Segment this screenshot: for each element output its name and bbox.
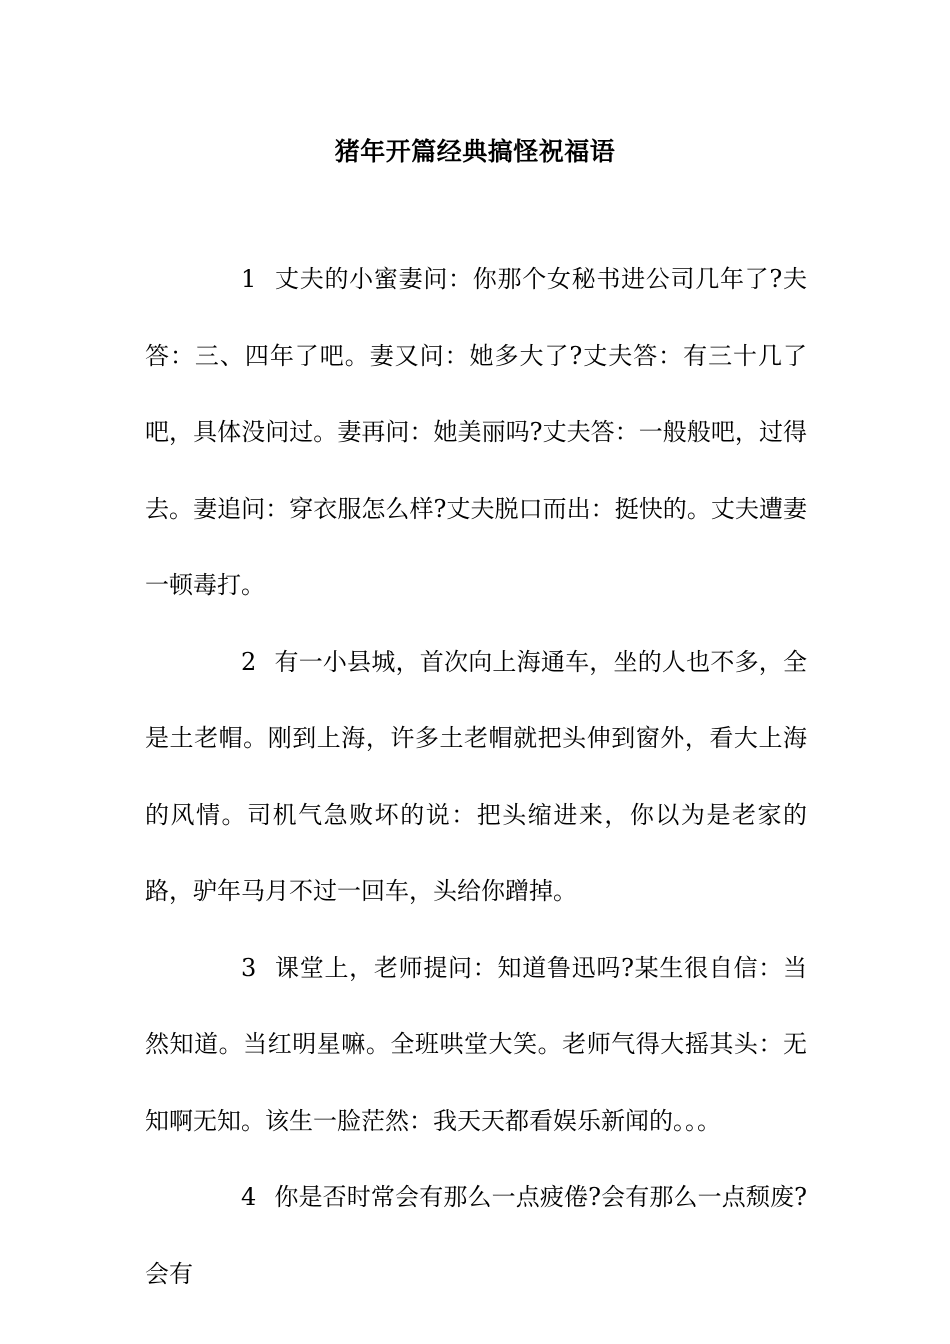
paragraph-2 [145,624,807,930]
paragraph-3 [145,930,807,1160]
paragraph-text: 有一小县城，首次向上海通车，坐的人也不多，全是土老帽。刚到上海，许多土老帽就把头伸到窗外，看大上海的风情。司机气急败坏的说：把头缩进来，你以为是老家的路，驴年马月不过一回车，头给你蹭掉。 [145,647,807,905]
paragraph-text: 丈夫的小蜜妻问：你那个女秘书进公司几年了?夫答：三、四年了吧。妻又问：她多大了?丈夫答：有三十几了吧，具体没问过。妻再问：她美丽吗?丈夫答：一般般吧，过得去。妻追问：穿衣服怎么样?丈夫脱口而出：挺快的。丈夫遭妻一顿毒打。 [145,265,807,599]
paragraph-1 [145,241,807,624]
paragraph-number: 2 [241,647,257,676]
paragraph-number: 4 [241,1183,257,1211]
paragraph-text: 课堂上，老师提问：知道鲁迅吗?某生很自信：当然知道。当红明星嘛。全班哄堂大笑。老师气得大摇其头：无知啊无知。该生一脸茫然：我天天都看娱乐新闻的。。。 [145,953,807,1135]
paragraph-number: 3 [241,953,257,982]
paragraph-4 [145,1159,807,1312]
paragraph-text: 你是否时常会有那么一点疲倦?会有那么一点颓废?会有 [145,1183,807,1288]
paragraph-number: 1 [241,265,257,293]
document-body [145,241,807,1312]
document-title: 猪年开篇经典搞怪祝福语 [334,137,616,166]
